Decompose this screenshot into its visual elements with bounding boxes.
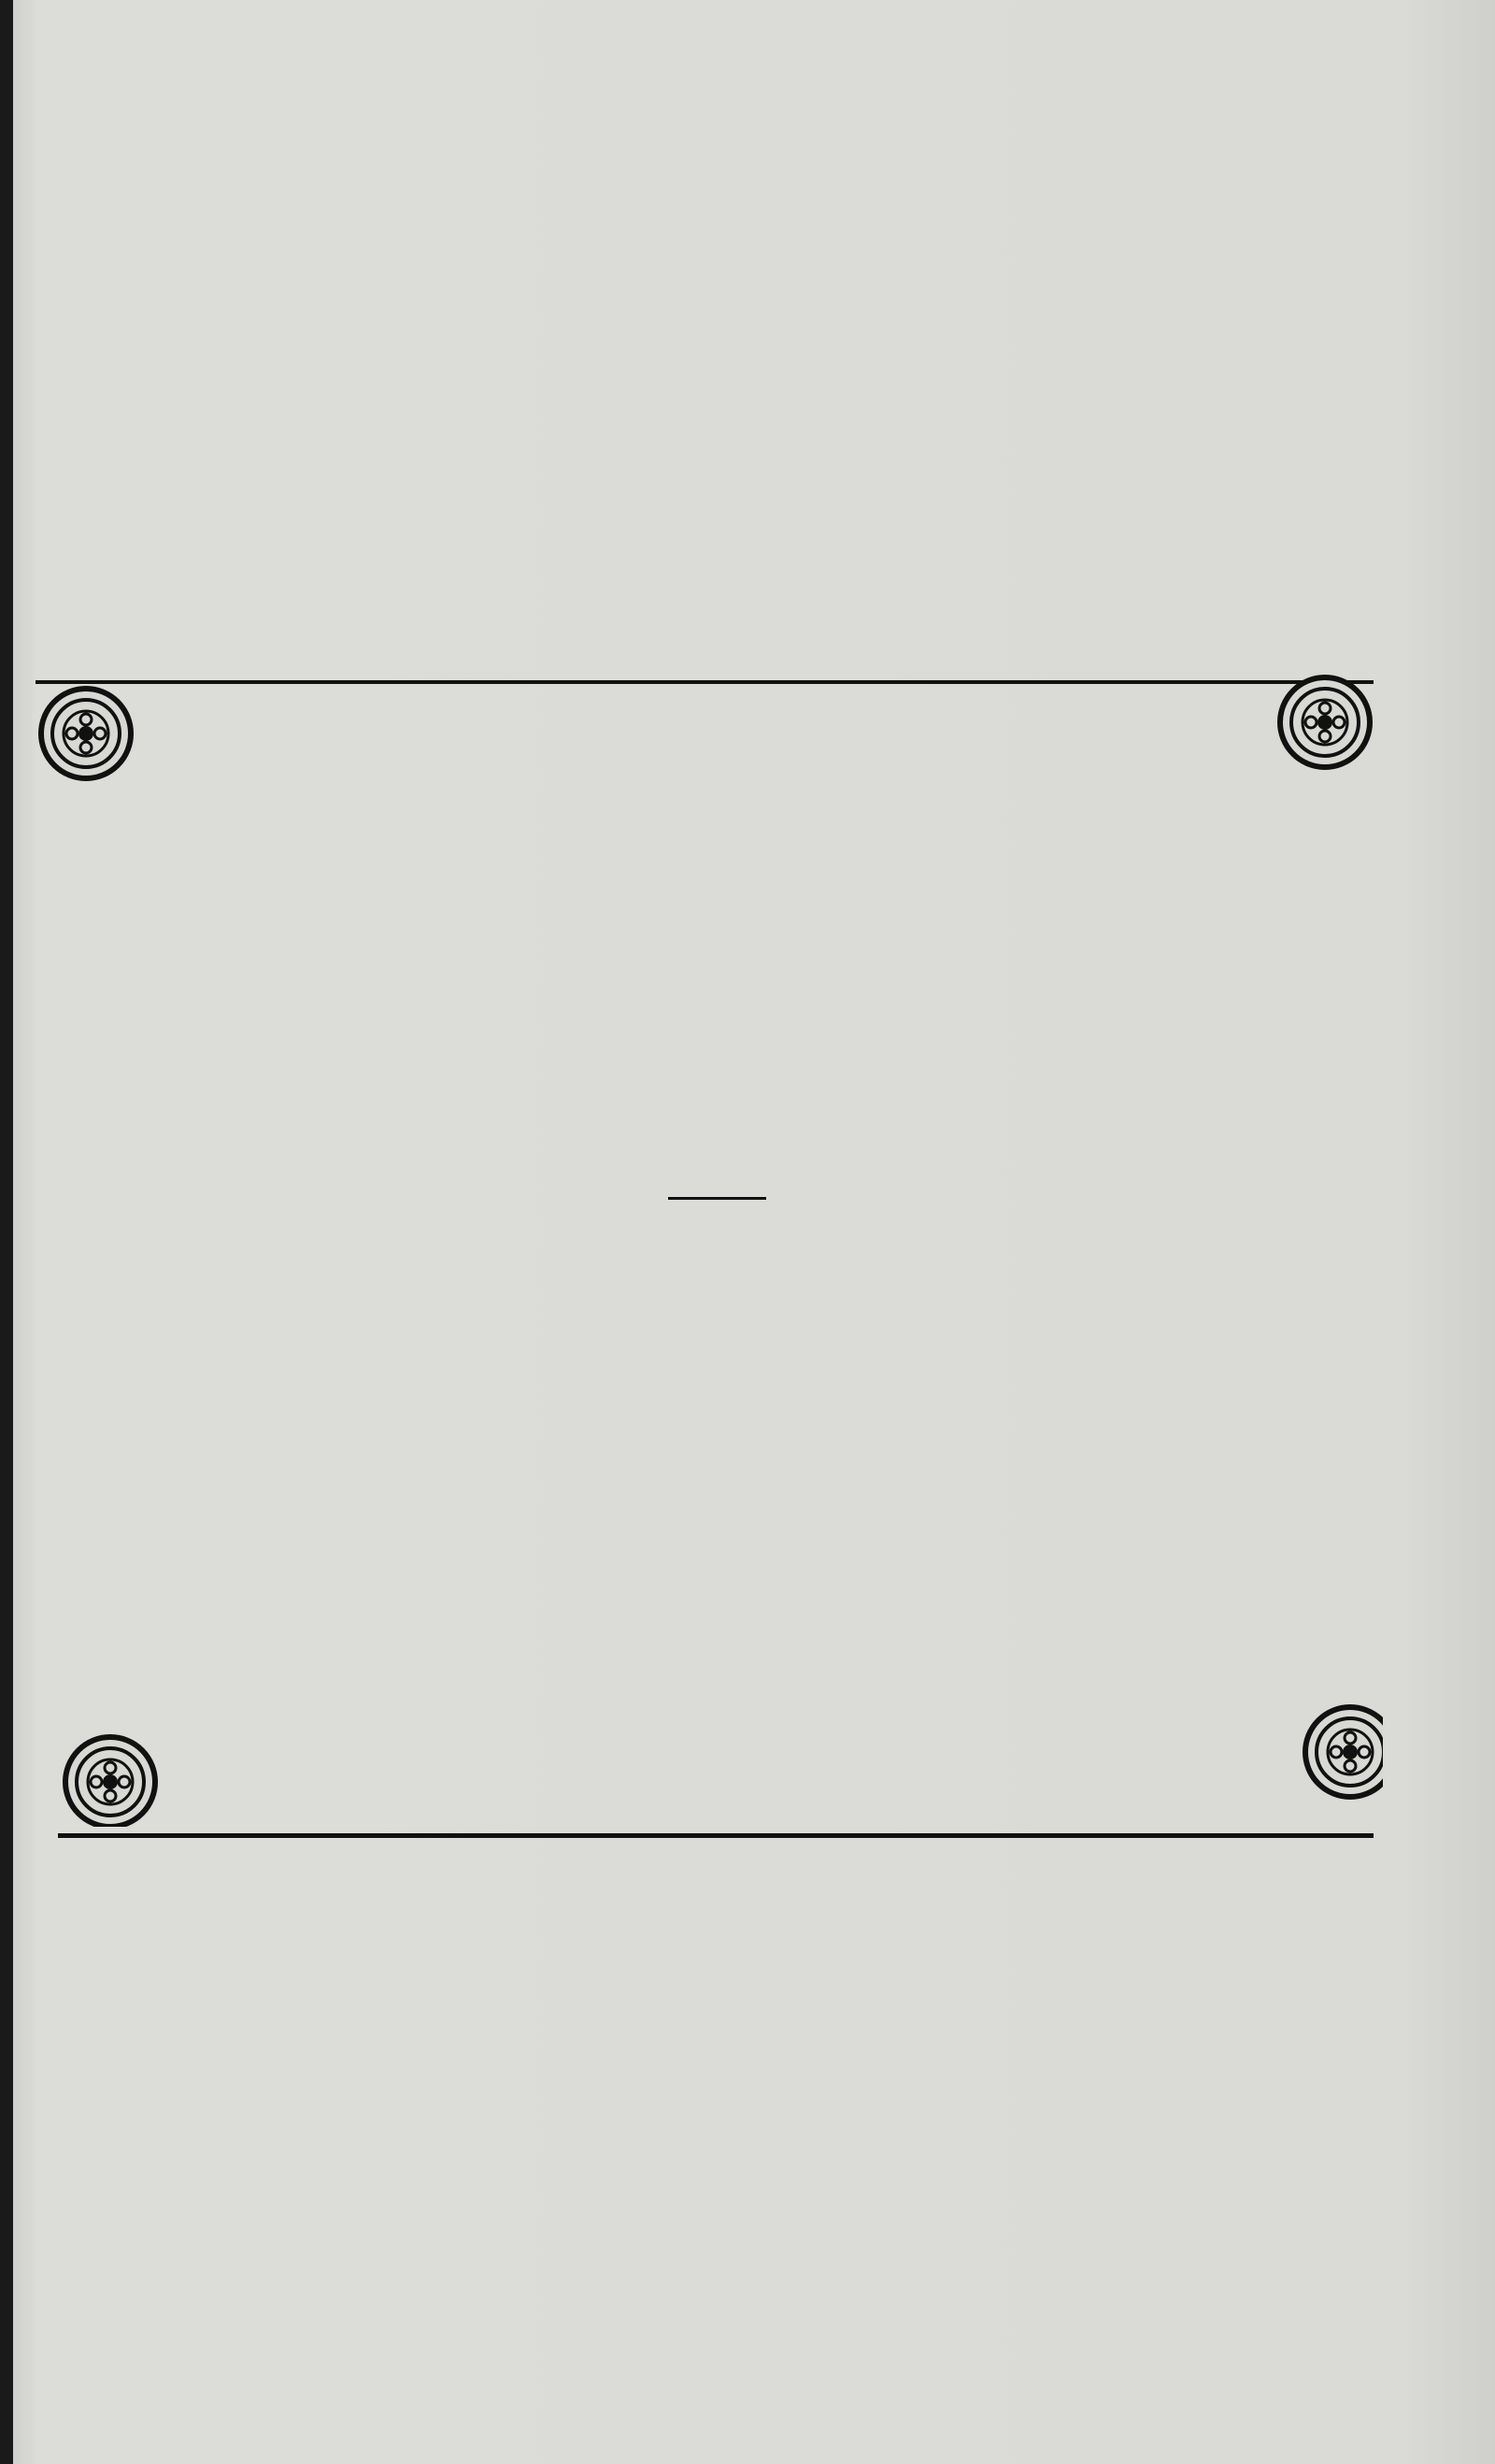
scan-edge bbox=[0, 0, 13, 2464]
chain-frame bbox=[37, 668, 1383, 1827]
chain-border-graphic bbox=[37, 668, 1383, 1827]
divider bbox=[58, 1833, 1374, 1838]
short-rule bbox=[668, 1197, 766, 1200]
